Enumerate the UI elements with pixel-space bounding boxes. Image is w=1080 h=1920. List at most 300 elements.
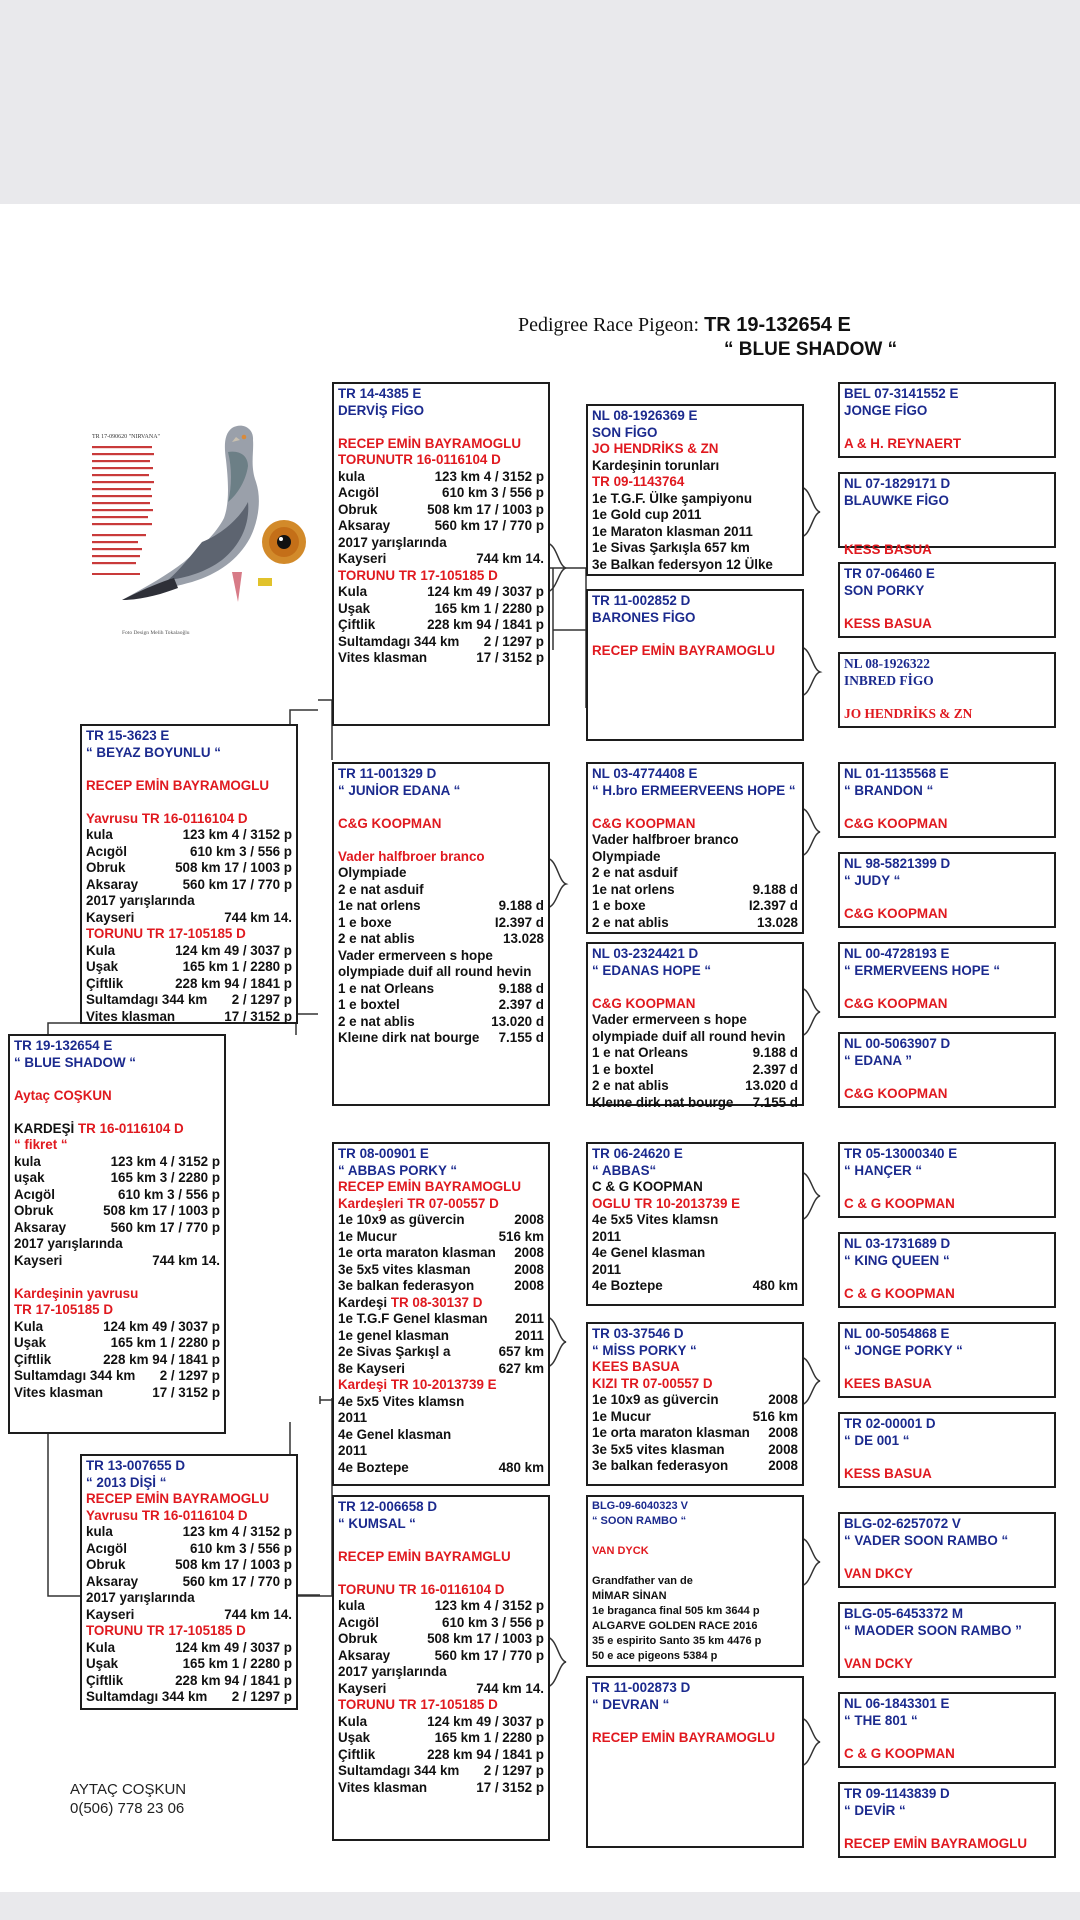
pedigree-line-value: 123 km 4 / 3152 p bbox=[434, 1598, 544, 1613]
pedigree-line bbox=[338, 898, 544, 915]
pedigree-line-value: 2.397 d bbox=[498, 997, 544, 1012]
pedigree-line-text: “ MAODER SOON RAMBO ” bbox=[844, 1622, 1022, 1638]
pedigree-line bbox=[592, 1458, 798, 1475]
pedigree-line-value: 165 km 1 / 2280 p bbox=[182, 1656, 292, 1671]
pedigree-line-value: 610 km 3 / 556 p bbox=[442, 1614, 544, 1630]
pedigree-line-text: 2017 yarışlarında bbox=[14, 1236, 123, 1251]
pedigree-line bbox=[338, 1615, 544, 1632]
pedigree-line bbox=[592, 946, 798, 963]
pedigree-line bbox=[844, 906, 1050, 923]
pedigree-line-text: “ JUNİOR EDANA “ bbox=[338, 782, 461, 798]
pedigree-line-text: uşak bbox=[14, 1170, 45, 1185]
pedigree-line-value: 2008 bbox=[768, 1441, 798, 1457]
pedigree-line bbox=[844, 493, 1050, 510]
pedigree-line bbox=[592, 1442, 798, 1459]
pedigree-line bbox=[844, 1376, 1050, 1393]
pedigree-line-text: TR 11-002852 D bbox=[592, 593, 691, 608]
pedigree-box-g3h bbox=[586, 1676, 804, 1848]
pedigree-line-value: 744 km 14. bbox=[152, 1252, 220, 1268]
pedigree-line bbox=[14, 1055, 220, 1072]
pedigree-line-text: Uşak bbox=[338, 1730, 371, 1745]
pedigree-box-subject bbox=[8, 1034, 226, 1434]
pedigree-line-value: 516 km bbox=[752, 1408, 798, 1424]
pedigree-line bbox=[592, 1619, 798, 1634]
pedigree-box-g3e bbox=[586, 1142, 804, 1306]
pedigree-line bbox=[86, 1623, 292, 1640]
pedigree-line-text: 3e 5x5 vites klasman bbox=[592, 1441, 725, 1457]
pedigree-line bbox=[592, 979, 798, 996]
pedigree-line bbox=[844, 1359, 1050, 1376]
pedigree-line-text: BLG-09-6040323 V bbox=[592, 1500, 688, 1512]
pedigree-line-text: TR 19-132654 E bbox=[14, 1038, 113, 1053]
pedigree-line bbox=[338, 584, 544, 601]
pedigree-line bbox=[592, 1212, 798, 1229]
pedigree-line bbox=[338, 650, 544, 667]
pedigree-box-g4i bbox=[838, 1142, 1056, 1218]
pedigree-line-text: 2011 bbox=[592, 1261, 622, 1277]
pedigree-line bbox=[338, 1516, 544, 1533]
pedigree-line bbox=[86, 1689, 292, 1706]
pedigree-line-value: 744 km 14. bbox=[224, 1606, 292, 1622]
pedigree-line bbox=[592, 865, 798, 882]
pedigree-line bbox=[592, 1425, 798, 1442]
pedigree-line-value: 2008 bbox=[514, 1212, 544, 1227]
pedigree-line-text: “ DEVRAN “ bbox=[592, 1696, 670, 1712]
pedigree-line bbox=[86, 1590, 292, 1607]
pedigree-line bbox=[338, 485, 544, 502]
pedigree-line-text: 4e Genel klasman bbox=[592, 1245, 706, 1260]
pedigree-line bbox=[338, 1014, 544, 1031]
pedigree-line-text: 1 e boxe bbox=[338, 914, 392, 930]
pedigree-line-text: 8e Kayseri bbox=[338, 1360, 406, 1376]
pedigree-line-text: TR 09-1143839 D bbox=[844, 1786, 950, 1801]
pedigree-line bbox=[592, 1012, 798, 1029]
pedigree-line bbox=[844, 436, 1050, 453]
pedigree-line bbox=[844, 1549, 1050, 1566]
pedigree-line-text: RECEP EMİN BAYRAMOGLU bbox=[592, 642, 776, 658]
pedigree-box-g3d bbox=[586, 942, 804, 1110]
owner-phone: 0(506) 778 23 06 bbox=[70, 1800, 185, 1817]
pedigree-line bbox=[844, 1623, 1050, 1640]
pedigree-line-text: 1e orta maraton klasman bbox=[592, 1425, 750, 1440]
pedigree-line bbox=[592, 524, 798, 541]
pedigree-line bbox=[338, 535, 544, 552]
pedigree-line bbox=[592, 425, 798, 442]
pedigree-line bbox=[844, 1729, 1050, 1746]
pedigree-line-value: 17 / 3152 p bbox=[224, 1008, 292, 1024]
pedigree-line-text: TR 08-00901 E bbox=[338, 1146, 429, 1161]
pedigree-line bbox=[338, 1328, 544, 1345]
pedigree-line bbox=[338, 816, 544, 833]
pedigree-line-text: Kardeşinin yavrusu bbox=[14, 1285, 139, 1301]
pedigree-box-gs1 bbox=[332, 382, 550, 726]
pedigree-line-text: Aksaray bbox=[86, 1573, 139, 1589]
pedigree-line bbox=[592, 1029, 798, 1046]
pedigree-line bbox=[338, 915, 544, 932]
pedigree-line bbox=[844, 1053, 1050, 1070]
pedigree-line bbox=[592, 1713, 798, 1730]
pedigree-line bbox=[338, 799, 544, 816]
pedigree-line-text: A & H. REYNAERT bbox=[844, 435, 962, 451]
pedigree-line bbox=[844, 1179, 1050, 1196]
pedigree-line-text: INBRED FİGO bbox=[844, 672, 934, 688]
pedigree-line bbox=[844, 673, 1050, 690]
pedigree-line-value: 744 km 14. bbox=[476, 551, 544, 566]
pedigree-line-text: 1e braganca final 505 km 3644 p bbox=[592, 1605, 760, 1617]
pedigree-line bbox=[592, 766, 798, 783]
pedigree-line-value: I2.397 d bbox=[748, 898, 798, 913]
pedigree-line bbox=[844, 946, 1050, 963]
pedigree-line bbox=[338, 1763, 544, 1780]
pedigree-line-text: “ fikret “ bbox=[14, 1137, 68, 1152]
pedigree-line-text: TORUNU TR 17-105185 D bbox=[338, 1697, 498, 1712]
pedigree-line bbox=[844, 1803, 1050, 1820]
pedigree-line bbox=[338, 1427, 544, 1444]
pedigree-line bbox=[338, 1598, 544, 1615]
pedigree-line-text: 2 e nat ablis bbox=[592, 914, 669, 930]
pedigree-line-value: 610 km 3 / 556 p bbox=[190, 1540, 292, 1556]
pedigree-line-text: Kayseri bbox=[14, 1252, 63, 1268]
pedigree-line-text: C&G KOOPMAN bbox=[844, 815, 948, 831]
pedigree-line-text: Obruk bbox=[86, 1557, 126, 1572]
pedigree-line-value: 560 km 17 / 770 p bbox=[434, 518, 544, 533]
pedigree-line-text: BLG-05-6453372 M bbox=[844, 1606, 964, 1621]
pedigree-line-value: 2011 bbox=[514, 1311, 544, 1326]
pedigree-line bbox=[844, 689, 1050, 706]
pedigree-line bbox=[14, 1121, 220, 1138]
pedigree-line-text: TR 02-00001 D bbox=[844, 1416, 936, 1431]
pedigree-box-g4o bbox=[838, 1692, 1056, 1768]
pedigree-line-text: 1e T.G.F Genel klasman bbox=[338, 1311, 488, 1326]
pedigree-line-value: 2 / 1297 p bbox=[231, 992, 292, 1007]
title-label: Pedigree Race Pigeon: bbox=[518, 314, 700, 336]
pedigree-line-value: 123 km 4 / 3152 p bbox=[110, 1153, 220, 1169]
pedigree-line-text: “ BRANDON “ bbox=[844, 782, 934, 798]
pedigree-line-text: TORUNUTR 16-0116104 D bbox=[338, 452, 501, 467]
pedigree-line bbox=[844, 1253, 1050, 1270]
pedigree-line-text: NL 07-1829171 D bbox=[844, 476, 951, 491]
pedigree-line-value: 2008 bbox=[768, 1458, 798, 1473]
pedigree-line-text: 3e balkan federasyon bbox=[592, 1458, 729, 1473]
pedigree-box-g4j bbox=[838, 1232, 1056, 1308]
pedigree-line-text: “ ABBAS“ bbox=[592, 1162, 657, 1178]
pedigree-line bbox=[592, 799, 798, 816]
pedigree-line-value: 610 km 3 / 556 p bbox=[118, 1186, 220, 1202]
pedigree-line bbox=[338, 1549, 544, 1566]
pedigree-line-text: Sultamdagı 344 km bbox=[338, 1763, 460, 1778]
pedigree-box-g4l bbox=[838, 1412, 1056, 1488]
pedigree-box-g4d bbox=[838, 652, 1056, 728]
pedigree-line bbox=[592, 557, 798, 574]
pedigree-line-text: Aksaray bbox=[14, 1219, 67, 1235]
pedigree-line bbox=[14, 1203, 220, 1220]
pedigree-line bbox=[592, 1078, 798, 1095]
pedigree-line-value: 508 km 17 / 1003 p bbox=[175, 860, 292, 875]
pedigree-line bbox=[338, 1714, 544, 1731]
pedigree-line-value: 480 km bbox=[498, 1459, 544, 1475]
pedigree-line-text: Acıgöl bbox=[338, 1614, 379, 1630]
pedigree-line-value: 2008 bbox=[514, 1278, 544, 1293]
pedigree-line bbox=[338, 849, 544, 866]
pedigree-line bbox=[844, 1416, 1050, 1433]
pedigree-line-text: Uşak bbox=[86, 1656, 119, 1671]
pedigree-line bbox=[592, 491, 798, 508]
pedigree-line-text: 1e Maraton klasman 2011 bbox=[592, 523, 753, 539]
pedigree-line bbox=[86, 1541, 292, 1558]
pedigree-line-text: C&G KOOPMAN bbox=[844, 1085, 948, 1101]
pedigree-line-text: Uşak bbox=[14, 1335, 47, 1350]
pedigree-line bbox=[844, 1696, 1050, 1713]
pedigree-line bbox=[844, 1236, 1050, 1253]
pedigree-line-text: Vader halfbroer branco bbox=[338, 848, 485, 864]
pedigree-line-text: Kayseri bbox=[86, 1606, 135, 1622]
pedigree-line bbox=[592, 1326, 798, 1343]
pedigree-line-text: 2e Sivas Şarkışl a bbox=[338, 1344, 451, 1359]
pedigree-line bbox=[592, 996, 798, 1013]
pedigree-box-g3a bbox=[586, 404, 804, 576]
pedigree-line-text: 2 e nat asduif bbox=[592, 865, 678, 880]
pedigree-line-text: C&G KOOPMAN bbox=[844, 905, 948, 921]
pedigree-line-text: NL 01-1135568 E bbox=[844, 766, 949, 781]
pedigree-line bbox=[844, 566, 1050, 583]
pedigree-line-value: 228 km 94 / 1841 p bbox=[175, 1672, 292, 1688]
pedigree-line-text: C&G KOOPMAN bbox=[592, 815, 696, 831]
pedigree-line-text: 2011 bbox=[338, 1443, 368, 1458]
pedigree-line bbox=[592, 1574, 798, 1589]
pedigree-line bbox=[592, 1544, 798, 1559]
pedigree-line-text: “ ERMERVEENS HOPE “ bbox=[844, 962, 1001, 978]
pedigree-line-text: KESS BASUA bbox=[844, 542, 932, 557]
pedigree-line bbox=[338, 419, 544, 436]
pedigree-line-text: Aksaray bbox=[338, 518, 391, 533]
pedigree-line-text: 2 e nat ablis bbox=[592, 1078, 669, 1093]
pedigree-line-text: TR 06-24620 E bbox=[592, 1146, 683, 1161]
pedigree-line-text: SON PORKY bbox=[844, 582, 925, 598]
pedigree-line-value: 13.028 bbox=[757, 914, 798, 930]
pedigree-line-text: C&G KOOPMAN bbox=[338, 815, 442, 831]
owner-name: AYTAÇ COŞKUN bbox=[70, 1781, 187, 1798]
pedigree-line bbox=[86, 827, 292, 844]
pedigree-line-value: 657 km bbox=[498, 1344, 544, 1359]
pedigree-line-value: 610 km 3 / 556 p bbox=[442, 485, 544, 500]
pedigree-line-text: Acıgöl bbox=[86, 1540, 127, 1556]
pedigree-line bbox=[338, 1697, 544, 1714]
pedigree-line-text: 1 e boxtel bbox=[592, 1061, 654, 1077]
pedigree-line bbox=[844, 963, 1050, 980]
pedigree-line bbox=[338, 832, 544, 849]
pedigree-line bbox=[844, 1566, 1050, 1583]
pedigree-line-text: Aksaray bbox=[86, 876, 139, 892]
pedigree-line-text: 4e Boztepe bbox=[592, 1278, 663, 1293]
pedigree-line-text: RECEP EMİN BAYRAMOGLU bbox=[844, 1835, 1028, 1851]
pedigree-line-text: 1 e boxe bbox=[592, 898, 646, 913]
pedigree-line-text: 1e Mucur bbox=[338, 1228, 397, 1244]
pedigree-line bbox=[844, 1819, 1050, 1836]
pedigree-line-value: 2 / 1297 p bbox=[159, 1368, 220, 1383]
pedigree-line-text: Uşak bbox=[338, 600, 371, 616]
pedigree-line bbox=[338, 1681, 544, 1698]
pedigree-line bbox=[338, 1311, 544, 1328]
pedigree-box-dam bbox=[80, 1454, 298, 1710]
pedigree-line bbox=[14, 1368, 220, 1385]
pedigree-line bbox=[338, 931, 544, 948]
pedigree-line-text: Vites klasman bbox=[338, 650, 428, 665]
pedigree-line-value: 560 km 17 / 770 p bbox=[110, 1219, 220, 1235]
pedigree-line bbox=[844, 1269, 1050, 1286]
pedigree-line-text: Çiftlik bbox=[338, 617, 376, 632]
pedigree-line-text: JO HENDRİKS & ZN bbox=[844, 705, 973, 721]
pedigree-line-value: 744 km 14. bbox=[224, 909, 292, 925]
pedigree-line bbox=[338, 1163, 544, 1180]
pedigree-line bbox=[14, 1352, 220, 1369]
pedigree-line-text: 3e Balkan federsyon 12 Ülke bbox=[592, 556, 773, 572]
pedigree-line bbox=[844, 1639, 1050, 1656]
pedigree-line-text: olympiade duif all round hevin bbox=[592, 1028, 786, 1044]
pedigree-line bbox=[86, 976, 292, 993]
pedigree-line-text: NL 00-4728193 E bbox=[844, 946, 950, 961]
pedigree-line-text: 2 e nat asduif bbox=[338, 881, 424, 897]
pedigree-line bbox=[844, 706, 1050, 723]
pedigree-line-text: 1e orta maraton klasman bbox=[338, 1245, 496, 1260]
pedigree-line-text: KARDEŞİ bbox=[14, 1120, 78, 1136]
pedigree-line bbox=[14, 1236, 220, 1253]
pedigree-line-value: 9.188 d bbox=[752, 881, 798, 897]
pedigree-line bbox=[86, 943, 292, 960]
pedigree-line-text: Sultamdagı 344 km bbox=[86, 992, 208, 1007]
pedigree-line-value: 610 km 3 / 556 p bbox=[190, 843, 292, 859]
pedigree-line bbox=[844, 1196, 1050, 1213]
pedigree-line bbox=[338, 1262, 544, 1279]
pedigree-line bbox=[338, 601, 544, 618]
pedigree-line-text: Vader ermerveen s hope bbox=[592, 1012, 747, 1027]
pedigree-line bbox=[592, 1343, 798, 1360]
pedigree-line bbox=[14, 1088, 220, 1105]
pedigree-line bbox=[338, 1410, 544, 1427]
pedigree-line bbox=[844, 1713, 1050, 1730]
pedigree-line bbox=[592, 1278, 798, 1295]
pedigree-line bbox=[14, 1319, 220, 1336]
pedigree-line-value: 17 / 3152 p bbox=[476, 650, 544, 665]
pedigree-line bbox=[592, 626, 798, 643]
pedigree-box-g4b bbox=[838, 472, 1056, 557]
pedigree-line bbox=[592, 882, 798, 899]
pedigree-line bbox=[86, 959, 292, 976]
pedigree-line-text: C&G KOOPMAN bbox=[592, 995, 696, 1011]
pedigree-line-text: TR 03-37546 D bbox=[592, 1326, 684, 1341]
pigeon-card-footer: Foto Design Melih Tokalaoğlu bbox=[122, 630, 190, 636]
pedigree-line-value: 17 / 3152 p bbox=[476, 1779, 544, 1795]
pedigree-line bbox=[338, 1361, 544, 1378]
pedigree-line bbox=[844, 1163, 1050, 1180]
pedigree-line bbox=[592, 1163, 798, 1180]
pedigree-line-text: VAN DCKY bbox=[844, 1655, 913, 1671]
pedigree-line bbox=[338, 1278, 544, 1295]
pedigree-line bbox=[338, 997, 544, 1014]
pedigree-line-value: 124 km 49 / 3037 p bbox=[175, 1639, 292, 1655]
pedigree-line bbox=[592, 1095, 798, 1112]
pedigree-line-text: Kardeşleri TR 07-00557 D bbox=[338, 1195, 499, 1211]
pedigree-line-value: 2.397 d bbox=[752, 1061, 798, 1077]
pedigree-line-text: NL 98-5821399 D bbox=[844, 856, 951, 871]
pedigree-line-text: 2011 bbox=[592, 1228, 622, 1244]
pedigree-line-text: KESS BASUA bbox=[844, 1465, 932, 1481]
pedigree-line bbox=[844, 996, 1050, 1013]
pedigree-line-text: Çiftlik bbox=[86, 975, 124, 991]
pedigree-line bbox=[338, 452, 544, 469]
pedigree-line-text: Çiftlik bbox=[86, 1672, 124, 1688]
pedigree-line-value: 124 km 49 / 3037 p bbox=[175, 942, 292, 958]
pedigree-line bbox=[844, 1326, 1050, 1343]
pedigree-line-value: 516 km bbox=[498, 1228, 544, 1244]
pedigree-line-text: BARONES FİGO bbox=[592, 609, 696, 625]
pedigree-line-text: 3e 5x5 vites klasman bbox=[338, 1261, 471, 1277]
pedigree-line-value: 2 / 1297 p bbox=[483, 1763, 544, 1778]
pedigree-line bbox=[14, 1335, 220, 1352]
pedigree-line bbox=[86, 860, 292, 877]
pedigree-line bbox=[844, 1343, 1050, 1360]
pedigree-line-text: 1e 10x9 as güvercin bbox=[338, 1212, 465, 1227]
pedigree-line-text: NL 03-4774408 E bbox=[592, 766, 698, 781]
pedigree-line-text: kula bbox=[86, 827, 113, 842]
pedigree-line-text: NL 08-1926369 E bbox=[592, 408, 698, 423]
pedigree-line-value: 2008 bbox=[514, 1261, 544, 1277]
pedigree-line bbox=[592, 643, 798, 660]
pedigree-line-text: kula bbox=[14, 1153, 41, 1169]
pedigree-line bbox=[592, 898, 798, 915]
pedigree-line-value: 560 km 17 / 770 p bbox=[182, 876, 292, 892]
pedigree-line bbox=[844, 889, 1050, 906]
pedigree-line bbox=[86, 910, 292, 927]
pedigree-line bbox=[844, 1433, 1050, 1450]
pedigree-line-text: 1e Gold cup 2011 bbox=[592, 507, 702, 522]
pedigree-line bbox=[338, 865, 544, 882]
pedigree-box-g4k bbox=[838, 1322, 1056, 1398]
pedigree-line bbox=[338, 981, 544, 998]
pedigree-line bbox=[86, 794, 292, 811]
pedigree-line-text: NL 00-5063907 D bbox=[844, 1036, 951, 1051]
pedigree-line bbox=[14, 1220, 220, 1237]
pedigree-line bbox=[338, 1499, 544, 1516]
pedigree-line-text: Acıgöl bbox=[14, 1186, 55, 1202]
pedigree-line-value: 13.020 d bbox=[745, 1078, 798, 1093]
pedigree-line bbox=[86, 1491, 292, 1508]
pedigree-line bbox=[592, 1045, 798, 1062]
pedigree-line bbox=[844, 1086, 1050, 1103]
pedigree-line bbox=[338, 568, 544, 585]
pedigree-line-text: MİMAR SİNAN bbox=[592, 1590, 667, 1602]
pedigree-line bbox=[338, 1648, 544, 1665]
pedigree-line bbox=[844, 979, 1050, 996]
pedigree-line bbox=[86, 1475, 292, 1492]
pedigree-line-value: 508 km 17 / 1003 p bbox=[427, 1631, 544, 1646]
pedigree-line-text: JO HENDRİKS & ZN bbox=[592, 441, 719, 456]
pedigree-line-text: Aksaray bbox=[338, 1647, 391, 1663]
pedigree-box-g4p bbox=[838, 1782, 1056, 1858]
pedigree-line bbox=[592, 1589, 798, 1604]
pedigree-line bbox=[14, 1170, 220, 1187]
pedigree-line-text: Kleıne dirk nat bourge bbox=[592, 1094, 734, 1110]
pedigree-line-value: 165 km 1 / 2280 p bbox=[434, 600, 544, 616]
pedigree-line-text: Kleıne dirk nat bourge bbox=[338, 1030, 480, 1045]
pedigree-line-text: JONGE FİGO bbox=[844, 402, 928, 418]
pedigree-line-text: 2017 yarışlarında bbox=[86, 893, 195, 908]
pedigree-line bbox=[592, 441, 798, 458]
pedigree-line-text: Vites klasman bbox=[338, 1779, 428, 1795]
pedigree-line bbox=[86, 728, 292, 745]
pedigree-box-g4h bbox=[838, 1032, 1056, 1108]
pedigree-line-value: 480 km bbox=[752, 1278, 798, 1293]
pedigree-line bbox=[338, 1582, 544, 1599]
